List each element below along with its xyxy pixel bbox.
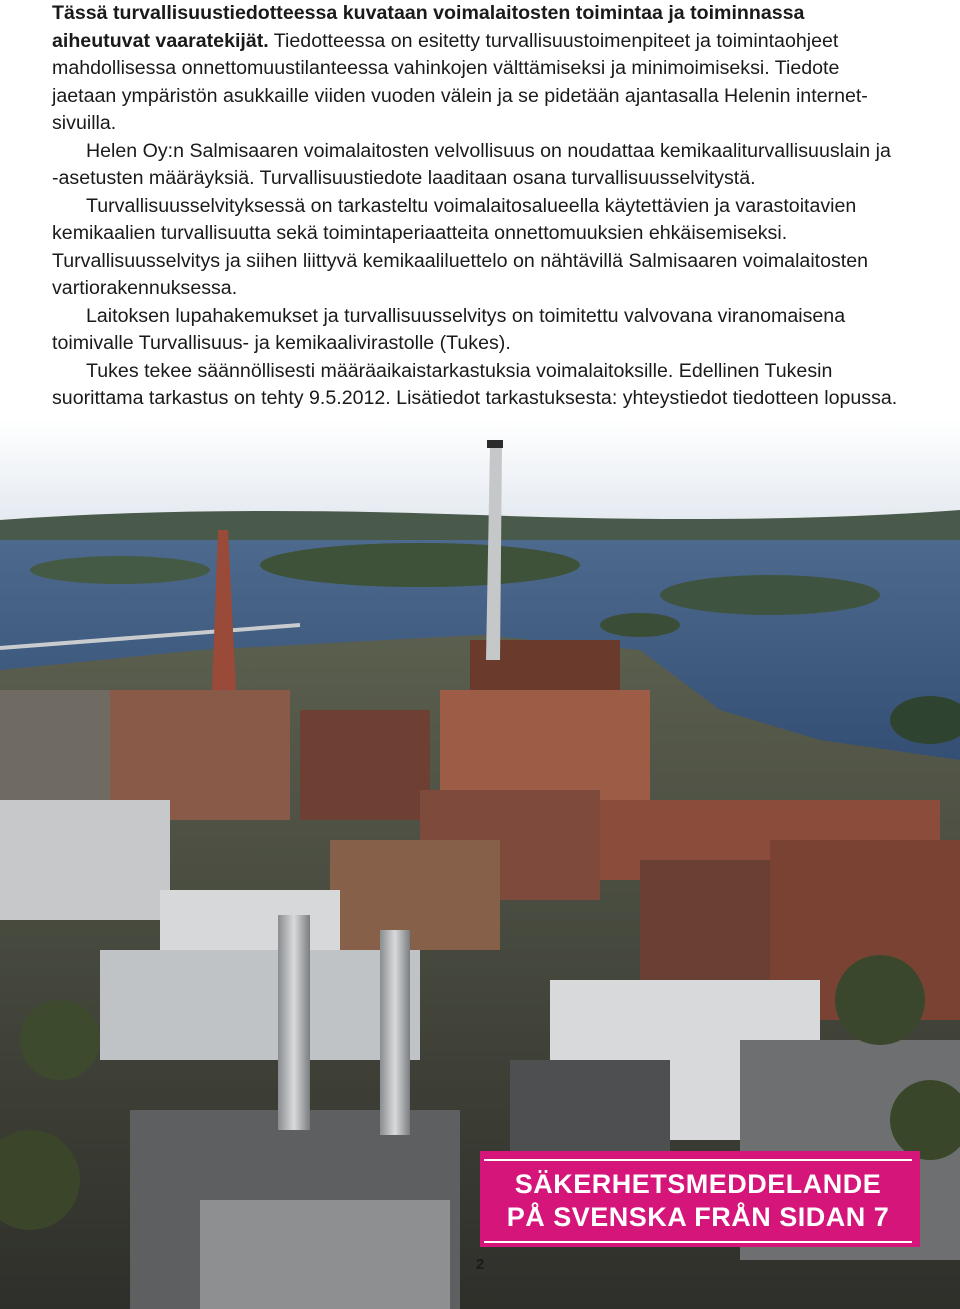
paragraph-5: Tukes tekee säännöllisesti määräaikaistarkastuksia voimalaitoksille. Edellinen Tukesin suorittama tarkastus on tehty 9.5.2012. Lisätiedot tarkastuksesta: yhteystiedot tiedotteen lopussa. xyxy=(52,359,898,409)
paragraph-1 xyxy=(52,0,902,138)
paragraph-2: Helen Oy:n Salmisaaren voimalaitosten velvollisuus on noudattaa kemikaaliturvallisuuslain ja -asetusten määräyksiä. Turvallisuustiedote laaditaan osana turvallisuusselvitystä. xyxy=(52,139,891,189)
intro-text xyxy=(52,0,902,413)
paragraph-3: Turvallisuusselvityksessä on tarkasteltu voimalaitosalueella käytettävien ja varastoitavien kemikaalien turvallisuutta sekä toimintaperiaatteita onnettomuuksien ehkäisemiseksi. Turvallisuusselvitys ja siihen liittyvä kemikaaliluettelo on nähtävillä Salmisaaren voimalaitosten vartiorakennuksessa. xyxy=(52,194,869,299)
banner-line-1: SÄKERHETSMEDDELANDE xyxy=(514,1169,882,1199)
banner-line-2: PÅ SVENSKA FRÅN SIDAN 7 xyxy=(506,1202,890,1232)
page-number: 2 xyxy=(475,1256,485,1273)
banner-frame xyxy=(484,1159,912,1243)
paragraph-1-body: Tiedotteessa on esitetty turvallisuustoimenpiteet ja toimintaohjeet mahdollisessa onnettomuustilanteessa vahinkojen välttämiseksi ja minimoimiseksi. Tiedote jaetaan ympäristön asukkaille viiden vuoden välein ja se pidetään ajantasalla Helenin internet-sivuilla. xyxy=(52,29,868,134)
swedish-section-banner xyxy=(480,1151,920,1247)
paragraph-1-lead: Tässä turvallisuustiedotteessa kuvataan voimalaitosten toimintaa ja toiminnassa aiheutuvat vaaratekijät. xyxy=(52,2,805,52)
paragraph-4: Laitoksen lupahakemukset ja turvallisuusselvitys on toimitettu valvovana viranomaisena toimivalle Turvallisuus- ja kemikaalivirastolle (Tukes). xyxy=(52,304,846,354)
